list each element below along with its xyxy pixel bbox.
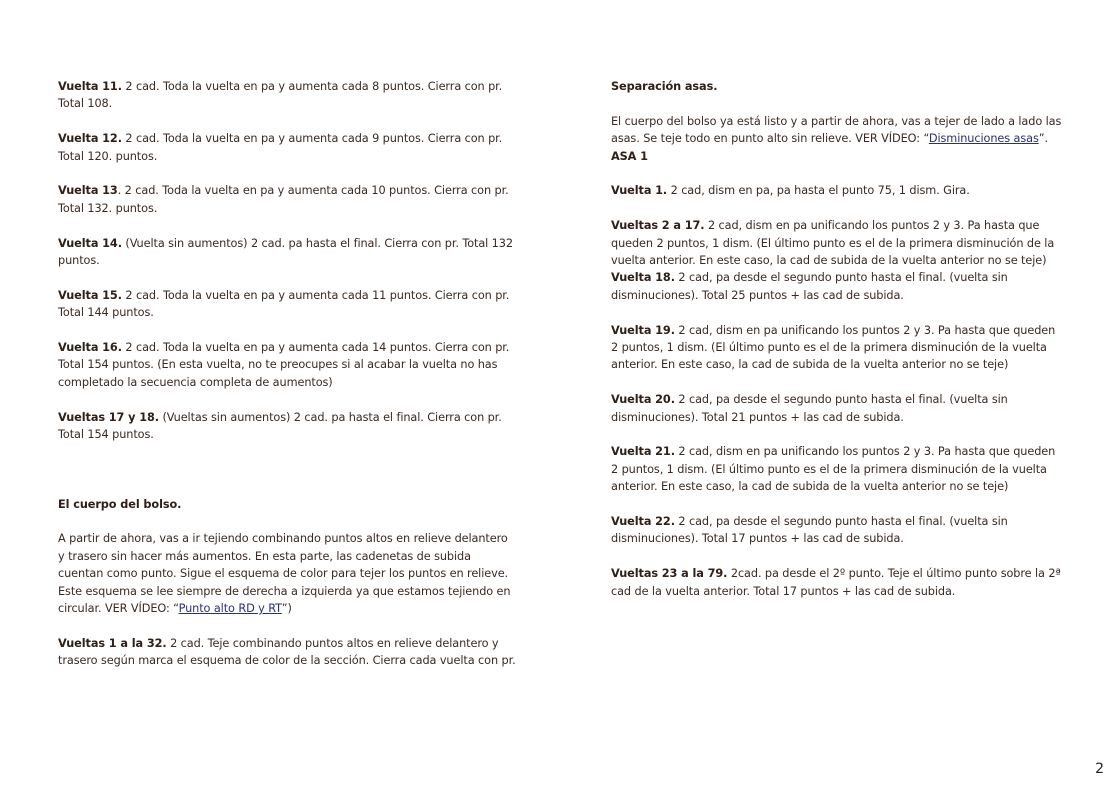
rounds-1-32-paragraph <box>58 635 516 670</box>
round-12-paragraph <box>58 130 516 165</box>
body-section-title <box>58 496 516 513</box>
handle-rounds-2-17-text: 2 cad, dism en pa unificando los puntos 2 y 3. Pa hasta que queden 2 puntos, 1 dism. (El último punto es el de la primera disminución de la vuelta anterior. En este caso, la cad de subida de la vuelta anterior no se teje) <box>611 219 1055 268</box>
round-15-paragraph <box>58 287 516 322</box>
handle-1-label: ASA 1 <box>611 149 648 163</box>
handle-round-21-text: 2 cad, dism en pa unificando los puntos 2 y 3. Pa hasta que queden 2 puntos, 1 dism. (El último punto es el de la primera disminución de la vuelta anterior. En este caso, la cad de subida de la vuelta anterior no se teje) <box>611 445 1056 494</box>
handle-round-22-paragraph <box>611 513 1063 548</box>
round-14-paragraph <box>58 235 516 270</box>
page-number: 2 <box>1095 761 1104 777</box>
handle-round-18-paragraph <box>611 269 1063 304</box>
round-14-text: (Vuelta sin aumentos) 2 cad. pa hasta el final. Cierra con pr. Total 132 puntos. <box>58 236 513 268</box>
handle-round-1-paragraph <box>611 182 1063 199</box>
section-spacer <box>58 461 516 496</box>
handle-round-19-label: Vuelta 19. <box>611 323 675 337</box>
body-section-title-text: El cuerpo del bolso. <box>58 497 182 511</box>
rounds-17-18-paragraph <box>58 409 516 444</box>
handle-round-20-paragraph <box>611 391 1063 426</box>
rounds-17-18-label: Vueltas 17 y 18. <box>58 410 159 424</box>
handle-round-22-text: 2 cad, pa desde el segundo punto hasta el final. (vuelta sin disminuciones). Total 17 puntos + las cad de subida. <box>611 515 1008 546</box>
round-16-paragraph <box>58 339 516 391</box>
round-13-paragraph <box>58 182 516 217</box>
handles-section-title <box>611 78 1063 95</box>
handle-rounds-23-79-text: 2cad. pa desde el 2º punto. Teje el último punto sobre la 2ª cad de la vuelta anterior. Total 17 puntos + las cad de subida. <box>611 567 1061 598</box>
handle-round-22-label: Vuelta 22. <box>611 515 675 529</box>
handles-section-title-text: Separación asas. <box>611 80 718 93</box>
rounds-1-32-label: Vueltas 1 a la 32. <box>58 636 167 650</box>
handle-round-18-label: Vuelta 18. <box>611 271 675 285</box>
rounds-1-32-text: 2 cad. Teje combinando puntos altos en relieve delantero y trasero según marca el esquema de color de la sección. Cierra cada vuelta con pr. <box>58 636 516 668</box>
round-12-label: Vuelta 12. <box>58 132 122 146</box>
right-column <box>611 78 1063 617</box>
handles-intro-text: El cuerpo del bolso ya está listo y a partir de ahora, vas a tejer de lado a lado las asas. Se teje todo en punto alto sin relieve. VER VÍDEO: “ <box>611 114 1062 146</box>
handle-round-19-paragraph <box>611 322 1063 374</box>
handle-round-20-text: 2 cad, pa desde el segundo punto hasta el final. (vuelta sin disminuciones). Total 21 puntos + las cad de subida. <box>611 393 1008 424</box>
handles-intro-paragraph <box>611 113 1063 148</box>
handle-round-21-paragraph <box>611 443 1063 495</box>
handle-round-1-label: Vuelta 1. <box>611 184 668 198</box>
round-15-text: 2 cad. Toda la vuelta en pa y aumenta cada 11 puntos. Cierra con pr. Total 144 puntos. <box>58 288 510 320</box>
left-column <box>58 78 516 687</box>
video-link-relief-stitch[interactable]: Punto alto RD y RT <box>178 602 282 616</box>
handle-rounds-2-17-label: Vueltas 2 a 17. <box>611 219 705 233</box>
handle-round-19-text: 2 cad, dism en pa unificando los puntos 2 y 3. Pa hasta que queden 2 puntos, 1 dism. (El último punto es el de la primera disminución de la vuelta anterior. En este caso, la cad de subida de la vuelta anterior no se teje) <box>611 323 1056 372</box>
handle-round-1-text: 2 cad, dism en pa, pa hasta el punto 75, 1 dism. Gira. <box>667 184 970 198</box>
handle-round-20-label: Vuelta 20. <box>611 393 675 407</box>
round-13-label: Vuelta 13 <box>58 184 118 198</box>
handle-rounds-2-17-paragraph <box>611 217 1063 269</box>
rounds-17-18-text: (Vueltas sin aumentos) 2 cad. pa hasta el final. Cierra con pr. Total 154 puntos. <box>58 410 502 442</box>
body-intro-text: A partir de ahora, vas a ir tejiendo combinando puntos altos en relieve delantero y trasero sin hacer más aumentos. En esta parte, las cadenetas de subida cuentan como punto. Sigue el esquema de color para tejer los puntos en relieve. Este esquema se lee siempre de derecha a izquierda ya que estamos tejiendo en circular. VER VÍDEO: “ <box>58 532 511 616</box>
handle-round-18-text: 2 cad, pa desde el segundo punto hasta el final. (vuelta sin disminuciones). Total 25 puntos + las cad de subida. <box>611 271 1008 302</box>
round-11-text: 2 cad. Toda la vuelta en pa y aumenta cada 8 puntos. Cierra con pr. Total 108. <box>58 80 503 111</box>
handles-intro-end: ”. <box>1038 132 1048 146</box>
body-intro-paragraph <box>58 530 516 617</box>
handle-round-21-label: Vuelta 21. <box>611 445 675 459</box>
body-intro-end: ”) <box>281 602 292 616</box>
round-11-label: Vuelta 11. <box>58 80 122 93</box>
round-11-paragraph <box>58 78 516 113</box>
video-link-handle-decreases[interactable]: Disminuciones asas <box>928 132 1039 146</box>
handle-rounds-23-79-paragraph <box>611 565 1063 600</box>
round-13-text: . 2 cad. Toda la vuelta en pa y aumenta cada 10 puntos. Cierra con pr. Total 132. puntos. <box>58 184 509 215</box>
round-12-text: 2 cad. Toda la vuelta en pa y aumenta cada 9 puntos. Cierra con pr. Total 120. puntos. <box>58 132 503 163</box>
round-16-text: 2 cad. Toda la vuelta en pa y aumenta cada 14 puntos. Cierra con pr. Total 154 puntos. (En esta vuelta, no te preocupes si al acabar la vuelta no has completado la secuencia completa de aumentos) <box>58 341 510 389</box>
round-14-label: Vuelta 14. <box>58 236 122 250</box>
round-15-label: Vuelta 15. <box>58 288 122 302</box>
round-16-label: Vuelta 16. <box>58 341 122 355</box>
handle-1-heading <box>611 148 1063 165</box>
handle-rounds-23-79-label: Vueltas 23 a la 79. <box>611 567 728 581</box>
